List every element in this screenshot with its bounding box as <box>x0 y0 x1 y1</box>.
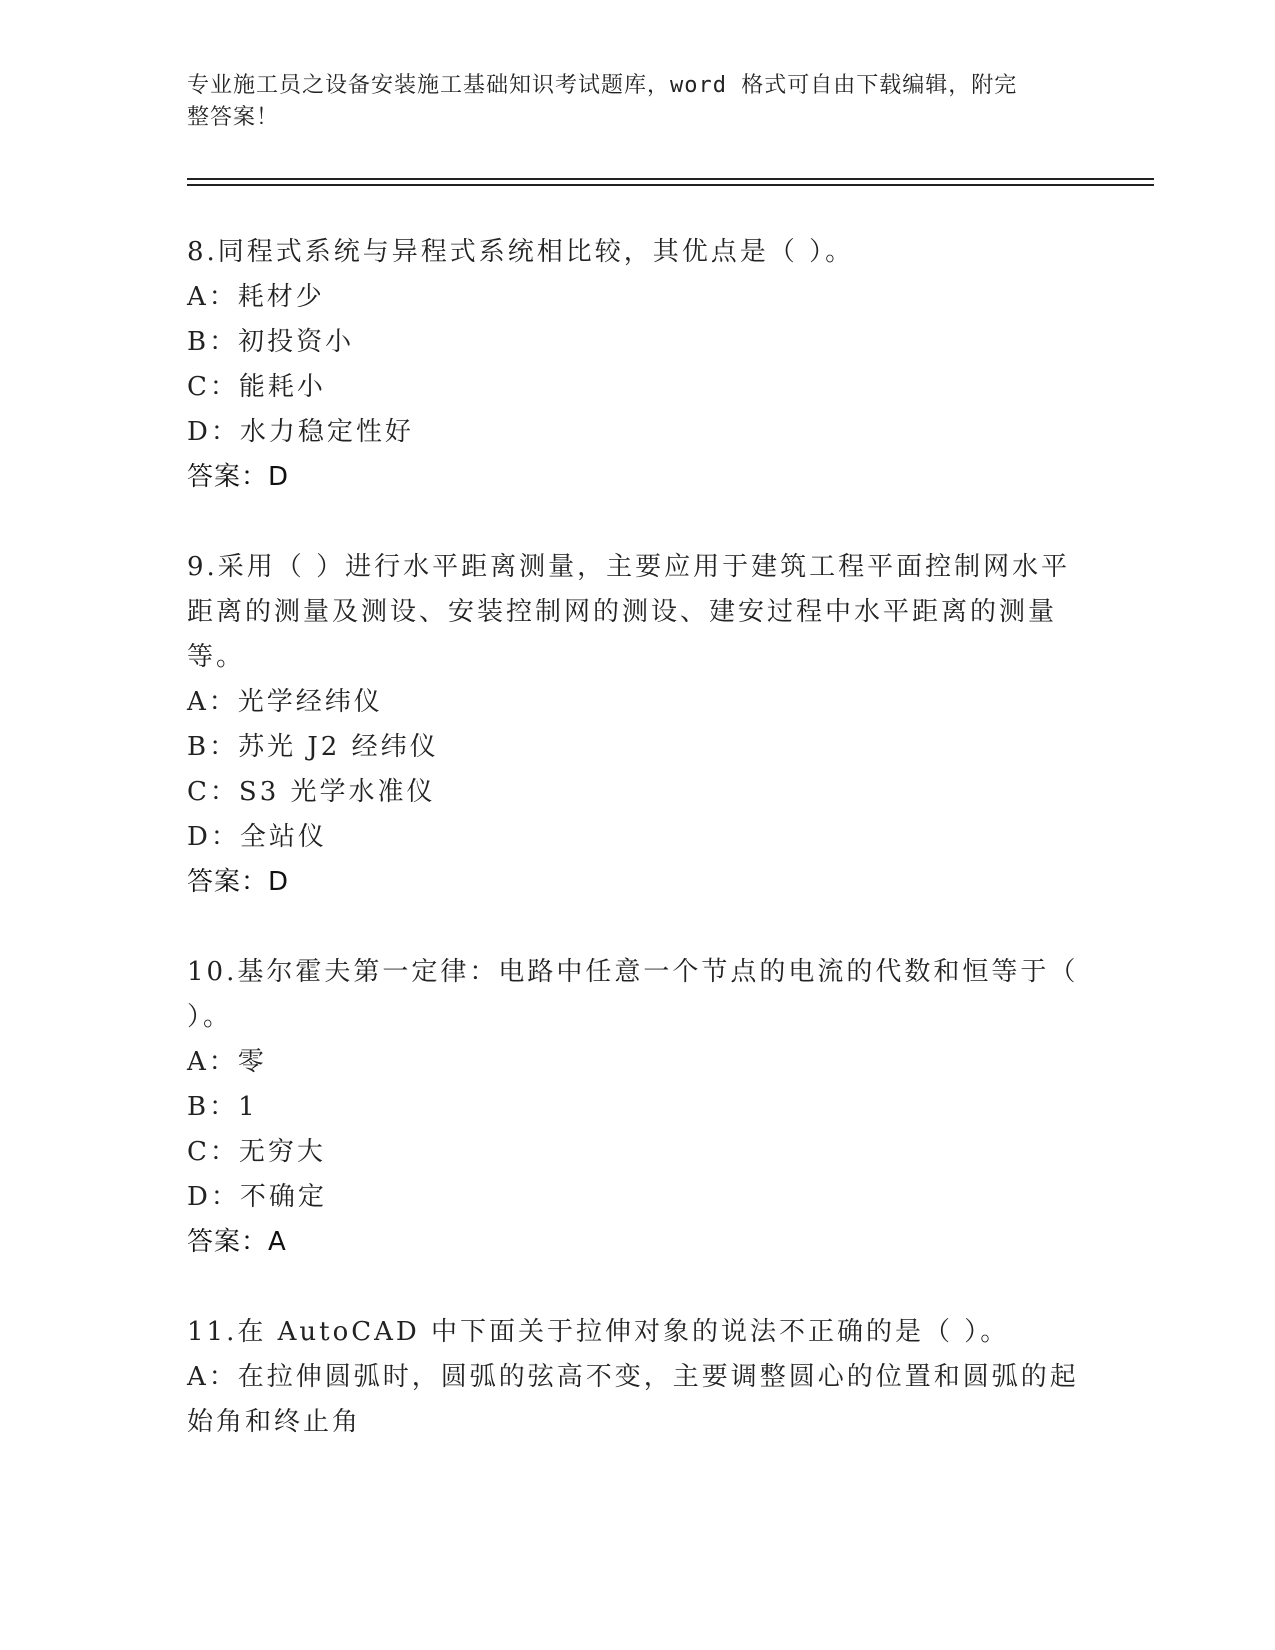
option-c: C：能耗小 <box>187 372 326 402</box>
option-d: D：水力稳定性好 <box>187 417 414 447</box>
option-a: A：零 <box>187 1047 267 1077</box>
question-8 <box>187 230 1087 500</box>
question-stem: 11.在 AutoCAD 中下面关于拉伸对象的说法不正确的是（ ）。 <box>187 1317 1010 1347</box>
option-d: D：不确定 <box>187 1182 327 1212</box>
header-line-1: 专业施工员之设备安装施工基础知识考试题库，word 格式可自由下载编辑，附完 <box>187 73 1018 98</box>
document-header <box>187 70 1067 134</box>
header-divider-top <box>187 178 1154 180</box>
question-stem-line: 等。 <box>187 642 246 672</box>
question-stem-line: 9.采用（ ）进行水平距离测量，主要应用于建筑工程平面控制网水平 <box>187 552 1071 582</box>
question-list <box>187 230 1087 1445</box>
option-d: D：全站仪 <box>187 822 327 852</box>
question-10 <box>187 950 1087 1265</box>
option-a-line: A：在拉伸圆弧时，圆弧的弦高不变，主要调整圆心的位置和圆弧的起 <box>187 1362 1079 1392</box>
question-stem-line: 10.基尔霍夫第一定律：电路中任意一个节点的电流的代数和恒等于（ <box>187 957 1079 987</box>
question-stem-line: 距离的测量及测设、安装控制网的测设、建安过程中水平距离的测量 <box>187 597 1058 627</box>
option-b: B：苏光 J2 经纬仪 <box>187 732 439 762</box>
option-c: C：无穷大 <box>187 1137 326 1167</box>
question-11 <box>187 1310 1087 1445</box>
option-b: B：1 <box>187 1092 258 1122</box>
answer-line: 答案：A <box>187 1227 287 1257</box>
option-a-line: 始角和终止角 <box>187 1407 362 1437</box>
answer-line: 答案：D <box>187 867 290 897</box>
option-a: A：耗材少 <box>187 282 325 312</box>
question-stem-line: ）。 <box>187 1002 233 1032</box>
header-line-2: 整答案！ <box>187 105 280 130</box>
question-stem: 8.同程式系统与异程式系统相比较，其优点是（ ）。 <box>187 237 855 267</box>
question-9 <box>187 545 1087 905</box>
option-c: C：S3 光学水准仪 <box>187 777 436 807</box>
option-a: A：光学经纬仪 <box>187 687 383 717</box>
answer-line: 答案：D <box>187 462 290 492</box>
option-b: B：初投资小 <box>187 327 355 357</box>
header-divider-bottom <box>187 184 1154 186</box>
